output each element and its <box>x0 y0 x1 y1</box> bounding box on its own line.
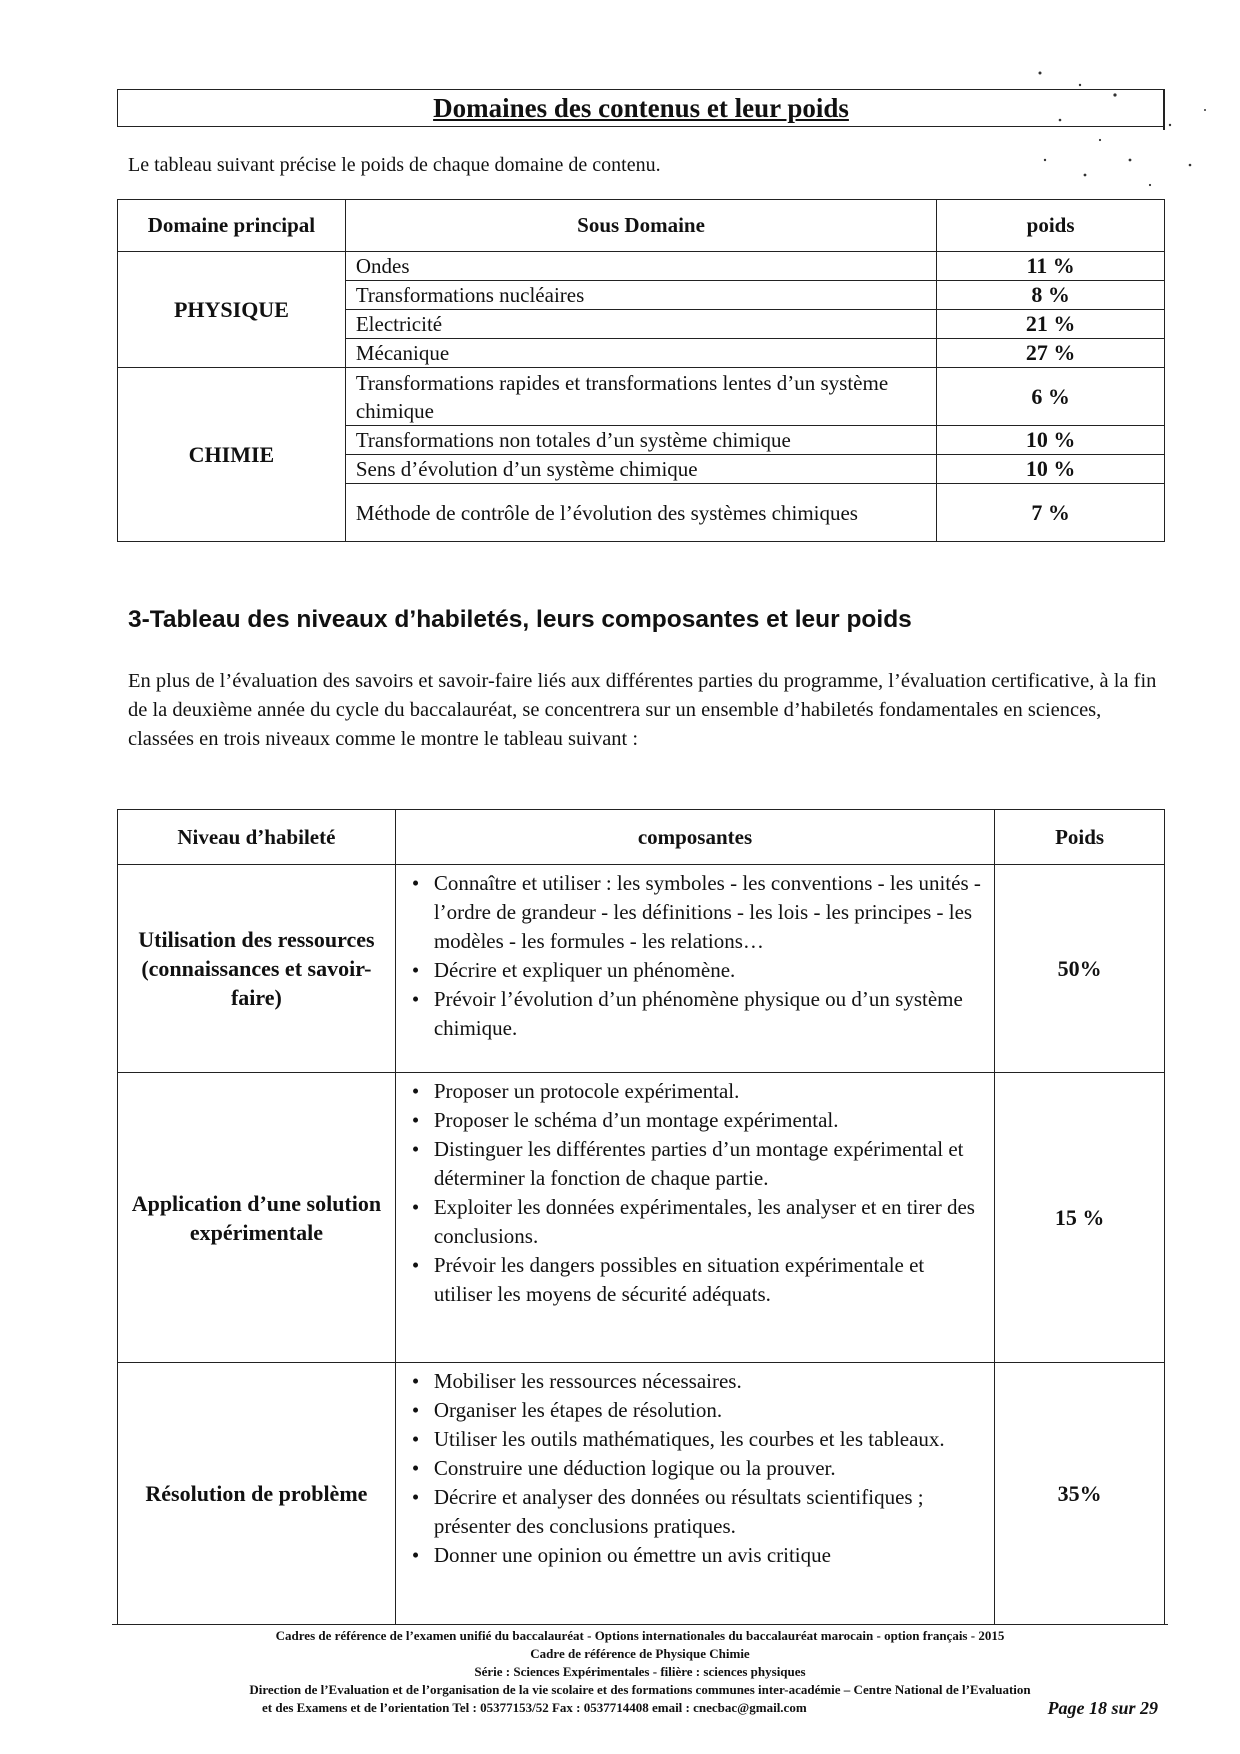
components-cell <box>395 1073 994 1363</box>
header-sub-domain: Sous Domaine <box>345 200 936 252</box>
header-components: composantes <box>395 810 994 865</box>
footer-line-1: Cadres de référence de l’examen unifié du baccalauréat - Options internationales du baccalauréat marocain - option français - 2015 <box>275 1628 1005 1643</box>
weight: 50% <box>995 865 1165 1073</box>
list-item: • Prévoir l’évolution d’un phénomène physique ou d’un système chimique. <box>434 985 984 1043</box>
list-item: • Connaître et utiliser : les symboles - les conventions - les unités - l’ordre de grandeur - les définitions - les lois - les principes - les modèles - les formules - les relations… <box>434 869 984 956</box>
footer-line-5: et des Examens et de l’orientation Tel : 05377153/52 Fax : 0537714408 email : cnecbac@gmail.com <box>262 1700 807 1715</box>
header-weight: Poids <box>995 810 1165 865</box>
footer-line-3: Série : Sciences Expérimentales - filière : sciences physiques <box>474 1664 806 1679</box>
weight: 8 % <box>937 281 1165 310</box>
list-item: • Décrire et analyser des données ou résultats scientifiques ; présenter des conclusions pratiques. <box>434 1483 984 1541</box>
list-item: • Exploiter les données expérimentales, les analyser et en tirer des conclusions. <box>434 1193 984 1251</box>
weight: 6 % <box>937 368 1165 426</box>
components-cell <box>395 1363 994 1625</box>
skill-level: Application d’une solution expérimentale <box>118 1073 396 1363</box>
section-title-box <box>117 89 1165 127</box>
sub-domain: Transformations nucléaires <box>345 281 936 310</box>
footer-line-2: Cadre de référence de Physique Chimie <box>530 1646 750 1661</box>
weight: 21 % <box>937 310 1165 339</box>
list-item: • Utiliser les outils mathématiques, les courbes et les tableaux. <box>434 1425 984 1454</box>
page-number: Page 18 sur 29 <box>1047 1698 1158 1718</box>
table-row <box>118 1363 1165 1625</box>
weight: 7 % <box>937 484 1165 542</box>
intro-text: Le tableau suivant précise le poids de chaque domaine de contenu. <box>128 154 661 176</box>
table-row <box>118 1073 1165 1363</box>
table-row <box>118 368 1165 426</box>
weight: 10 % <box>937 426 1165 455</box>
components-cell <box>395 865 994 1073</box>
domain-chimie: CHIMIE <box>118 368 346 542</box>
list-item: • Distinguer les différentes parties d’un montage expérimental et déterminer la fonction de chaque partie. <box>434 1135 984 1193</box>
section-3-heading: 3-Tableau des niveaux d’habiletés, leurs composantes et leur poids <box>128 606 912 633</box>
weight: 27 % <box>937 339 1165 368</box>
sub-domain: Sens d’évolution d’un système chimique <box>345 455 936 484</box>
list-item: • Décrire et expliquer un phénomène. <box>434 956 984 985</box>
list-item: • Prévoir les dangers possibles en situation expérimentale et utiliser les moyens de sécurité adéquats. <box>434 1251 984 1309</box>
section-3-paragraph: En plus de l’évaluation des savoirs et savoir-faire liés aux différentes parties du programme, l’évaluation certificative, à la fin de la deuxième année du cycle du baccalauréat, se concentrera sur un ensemble d’habiletés fondamentales en sciences, classées en trois niveaux comme le montre le tableau suivant : <box>128 670 1157 750</box>
table-header-row <box>118 810 1165 865</box>
list-item: • Organiser les étapes de résolution. <box>434 1396 984 1425</box>
list-item: • Donner une opinion ou émettre un avis critique <box>434 1541 984 1570</box>
sub-domain: Mécanique <box>345 339 936 368</box>
header-skill-level: Niveau d’habileté <box>118 810 396 865</box>
skill-level: Résolution de problème <box>118 1363 396 1625</box>
weight: 35% <box>995 1363 1165 1625</box>
section-title: Domaines des contenus et leur poids <box>433 93 849 123</box>
list-item: • Mobiliser les ressources nécessaires. <box>434 1367 984 1396</box>
skill-level: Utilisation des ressources (connaissances et savoir-faire) <box>118 865 396 1073</box>
weight: 10 % <box>937 455 1165 484</box>
table-header-row <box>118 200 1165 252</box>
table-row <box>118 865 1165 1073</box>
scan-noise-marks <box>1020 65 1210 215</box>
weight: 11 % <box>937 252 1165 281</box>
sub-domain: Electricité <box>345 310 936 339</box>
weight: 15 % <box>995 1073 1165 1363</box>
sub-domain: Transformations rapides et transformations lentes d’un système chimique <box>345 368 936 426</box>
sub-domain: Ondes <box>345 252 936 281</box>
header-main-domain: Domaine principal <box>118 200 346 252</box>
sub-domain: Méthode de contrôle de l’évolution des systèmes chimiques <box>345 484 936 542</box>
components-list <box>412 1077 984 1309</box>
footer-line-4: Direction de l’Evaluation et de l’organisation de la vie scolaire et des formations communes inter-académie – Centre National de l’Evaluation <box>249 1682 1031 1697</box>
list-item: • Construire une déduction logique ou la prouver. <box>434 1454 984 1483</box>
sub-domain: Transformations non totales d’un système chimique <box>345 426 936 455</box>
page-footer <box>112 1624 1168 1717</box>
list-item: • Proposer un protocole expérimental. <box>434 1077 984 1106</box>
header-weight: poids <box>937 200 1165 252</box>
list-item: • Proposer le schéma d’un montage expérimental. <box>434 1106 984 1135</box>
domain-physique: PHYSIQUE <box>118 252 346 368</box>
skill-levels-table <box>117 809 1165 1625</box>
table-row <box>118 252 1165 281</box>
components-list <box>412 869 984 1043</box>
components-list <box>412 1367 984 1570</box>
content-domains-table <box>117 199 1165 542</box>
